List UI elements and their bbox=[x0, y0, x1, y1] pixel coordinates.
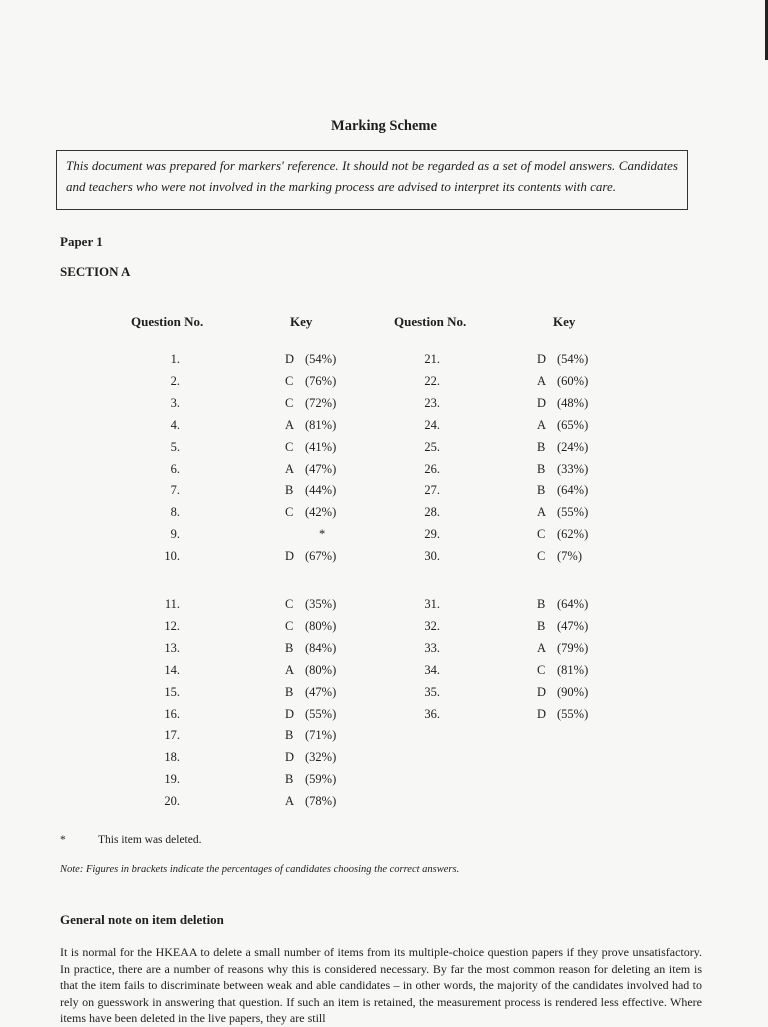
answer-letter: D bbox=[285, 549, 295, 564]
answer-percentage: (47%) bbox=[305, 684, 337, 699]
answer-letter: B bbox=[537, 439, 546, 454]
general-note-body: It is normal for the HKEAA to delete a small number of items from its multiple-choice question papers if they prove unsatisfactory. In practice, there are a number of reasons why this is considered necessary. By far the most common reason for deleting an item is that the item fails to discriminate between weak and able candidates – in other words, the majority of the candidates involved had to rely on guesswork in answering that question. If such an item is retained, the measurement process is rendered less effective. Where items have been deleted in the live papers, they are still bbox=[60, 945, 702, 1025]
question-no-header-left: Question No. bbox=[131, 314, 204, 329]
answer-letter: D bbox=[285, 750, 295, 765]
answer-key bbox=[285, 462, 336, 477]
answer-percentage: (76%) bbox=[305, 373, 337, 388]
answer-key bbox=[285, 663, 336, 678]
answer-key bbox=[537, 641, 588, 656]
question-number: 23. bbox=[424, 395, 440, 410]
answer-letter: D bbox=[537, 706, 547, 721]
question-number: 3. bbox=[170, 395, 180, 410]
question-number: 36. bbox=[424, 706, 440, 721]
answer-letter: A bbox=[537, 640, 547, 655]
question-number: 7. bbox=[170, 483, 180, 498]
answer-key bbox=[537, 505, 588, 520]
answer-percentage: (72%) bbox=[305, 395, 337, 410]
answer-percentage: (64%) bbox=[557, 483, 589, 498]
answer-percentage: (47%) bbox=[557, 618, 589, 633]
question-number: 16. bbox=[164, 706, 180, 721]
answer-key bbox=[537, 418, 588, 433]
answer-key bbox=[537, 707, 588, 722]
question-number: 28. bbox=[424, 505, 440, 520]
question-number: 22. bbox=[424, 373, 440, 388]
answer-key bbox=[537, 440, 588, 455]
answer-letter: B bbox=[285, 728, 294, 743]
answer-key bbox=[285, 794, 336, 809]
question-number: 6. bbox=[170, 461, 180, 476]
answer-letter: D bbox=[537, 684, 547, 699]
question-no-header-right: Question No. bbox=[394, 314, 467, 329]
answer-percentage: (90%) bbox=[557, 684, 589, 699]
answer-percentage: (81%) bbox=[557, 662, 589, 677]
question-number: 5. bbox=[170, 439, 180, 454]
answer-key bbox=[537, 663, 588, 678]
answer-key bbox=[537, 396, 588, 411]
answer-key bbox=[285, 549, 336, 564]
answer-letter: C bbox=[537, 662, 546, 677]
answer-key bbox=[285, 374, 336, 389]
general-note-heading: General note on item deletion bbox=[60, 912, 224, 927]
deleted-item-mark: * bbox=[319, 527, 326, 542]
question-number: 15. bbox=[164, 684, 180, 699]
answer-percentage: (64%) bbox=[557, 597, 589, 611]
answer-percentage: (7%) bbox=[557, 549, 582, 564]
answer-letter: B bbox=[285, 640, 294, 655]
answer-percentage: (60%) bbox=[557, 373, 589, 388]
question-number: 17. bbox=[164, 728, 180, 743]
answer-letter: D bbox=[285, 706, 295, 721]
footnote-symbol: * bbox=[60, 834, 66, 846]
answer-percentage: (55%) bbox=[557, 706, 589, 721]
answer-letter: A bbox=[537, 373, 547, 388]
answer-key bbox=[285, 619, 336, 634]
answer-letter: B bbox=[537, 597, 546, 611]
answer-key bbox=[537, 549, 582, 564]
answer-percentage: (41%) bbox=[305, 439, 337, 454]
answer-percentage: (62%) bbox=[557, 527, 589, 542]
question-number: 11. bbox=[164, 597, 180, 611]
question-number: 10. bbox=[164, 549, 180, 564]
answer-letter: C bbox=[285, 505, 294, 520]
key-header-right: Key bbox=[553, 314, 576, 329]
answer-key bbox=[285, 707, 336, 722]
answer-percentage: (32%) bbox=[305, 750, 337, 765]
footnote-text: This item was deleted. bbox=[98, 834, 202, 846]
answer-percentage: (54%) bbox=[557, 352, 589, 366]
answer-key bbox=[285, 352, 336, 367]
answer-percentage: (33%) bbox=[557, 461, 589, 476]
deleted-footnote bbox=[60, 834, 201, 846]
percentage-note: Note: Figures in brackets indicate the percentages of candidates choosing the correct answers. bbox=[60, 864, 460, 875]
answer-letter: A bbox=[285, 662, 295, 677]
answer-percentage: (24%) bbox=[557, 439, 589, 454]
page-title: Marking Scheme bbox=[331, 118, 437, 134]
answer-percentage: (48%) bbox=[557, 395, 589, 410]
question-number: 12. bbox=[164, 618, 180, 633]
answer-letter: D bbox=[537, 352, 547, 366]
question-number: 1. bbox=[170, 352, 180, 366]
question-number: 31. bbox=[424, 597, 440, 611]
answer-letter: B bbox=[285, 772, 294, 787]
answer-letter: C bbox=[285, 597, 294, 611]
answer-percentage: (44%) bbox=[305, 483, 337, 498]
question-number: 21. bbox=[424, 352, 440, 366]
answer-percentage: (80%) bbox=[305, 662, 337, 677]
answer-key bbox=[285, 418, 336, 433]
answer-letter: B bbox=[285, 684, 294, 699]
question-number: 29. bbox=[424, 527, 440, 542]
answer-percentage: (67%) bbox=[305, 549, 337, 564]
question-number: 2. bbox=[170, 373, 180, 388]
question-number: 24. bbox=[424, 417, 440, 432]
answer-letter: C bbox=[537, 549, 546, 564]
answer-key bbox=[285, 597, 336, 612]
answer-letter: A bbox=[537, 505, 547, 520]
question-number: 33. bbox=[424, 640, 440, 655]
answer-key bbox=[537, 597, 588, 612]
answer-percentage: (47%) bbox=[305, 461, 337, 476]
answer-key bbox=[537, 685, 588, 700]
answer-percentage: (71%) bbox=[305, 728, 337, 743]
answer-letter: C bbox=[285, 395, 294, 410]
answer-key bbox=[537, 374, 588, 389]
answer-key bbox=[285, 685, 336, 700]
answer-key bbox=[537, 462, 588, 477]
answer-percentage: (35%) bbox=[305, 597, 337, 611]
answer-percentage: (65%) bbox=[557, 417, 589, 432]
answer-letter: C bbox=[285, 439, 294, 454]
answer-key bbox=[537, 619, 588, 634]
answer-letter: B bbox=[537, 461, 546, 476]
answer-percentage: (54%) bbox=[305, 352, 337, 366]
answer-letter: D bbox=[285, 352, 295, 366]
answer-percentage: (79%) bbox=[557, 640, 589, 655]
answer-letter: C bbox=[537, 527, 546, 542]
answer-key bbox=[285, 772, 336, 787]
answer-key bbox=[537, 352, 588, 367]
question-number: 18. bbox=[164, 750, 180, 765]
question-number: 35. bbox=[424, 684, 440, 699]
answer-key bbox=[537, 483, 588, 498]
question-number: 30. bbox=[424, 549, 440, 564]
answer-key bbox=[285, 641, 336, 656]
question-number: 14. bbox=[164, 662, 180, 677]
answer-key bbox=[285, 728, 336, 743]
question-number: 20. bbox=[164, 794, 180, 809]
question-number: 27. bbox=[424, 483, 440, 498]
answer-letter: A bbox=[285, 794, 295, 809]
question-number: 25. bbox=[424, 439, 440, 454]
answer-letter: A bbox=[285, 417, 295, 432]
question-number: 8. bbox=[170, 505, 180, 520]
answer-percentage: (59%) bbox=[305, 772, 337, 787]
answer-percentage: (55%) bbox=[557, 505, 589, 520]
question-number: 26. bbox=[424, 461, 440, 476]
question-number: 34. bbox=[424, 662, 440, 677]
section-label: SECTION A bbox=[60, 264, 131, 279]
key-header-left: Key bbox=[290, 314, 313, 329]
answer-key bbox=[285, 750, 336, 765]
answer-percentage: (55%) bbox=[305, 706, 337, 721]
answer-letter: C bbox=[285, 618, 294, 633]
answer-letter: B bbox=[537, 618, 546, 633]
answer-key bbox=[285, 396, 336, 411]
question-number: 32. bbox=[424, 618, 440, 633]
answer-letter: B bbox=[285, 483, 294, 498]
answer-key bbox=[537, 527, 588, 542]
answer-percentage: (80%) bbox=[305, 618, 337, 633]
answer-percentage: (84%) bbox=[305, 640, 337, 655]
question-number: 4. bbox=[170, 417, 180, 432]
question-number: 13. bbox=[164, 640, 180, 655]
answer-key bbox=[285, 483, 336, 498]
reference-notice-box: This document was prepared for markers' reference. It should not be regarded as a set of model answers. Candidates and teachers who were not involved in the marking process are advised to interpret its contents with care. bbox=[56, 150, 688, 210]
answer-percentage: (78%) bbox=[305, 794, 337, 809]
answer-letter: A bbox=[285, 461, 295, 476]
question-number: 19. bbox=[164, 772, 180, 787]
answer-letter: B bbox=[537, 483, 546, 498]
answer-percentage: (42%) bbox=[305, 505, 337, 520]
answer-letter: A bbox=[537, 417, 547, 432]
answer-key bbox=[285, 505, 336, 520]
question-number: 9. bbox=[170, 527, 180, 542]
paper-label: Paper 1 bbox=[60, 234, 103, 249]
answer-letter: C bbox=[285, 373, 294, 388]
answer-percentage: (81%) bbox=[305, 417, 337, 432]
answer-letter: D bbox=[537, 395, 547, 410]
answer-key bbox=[285, 440, 336, 455]
